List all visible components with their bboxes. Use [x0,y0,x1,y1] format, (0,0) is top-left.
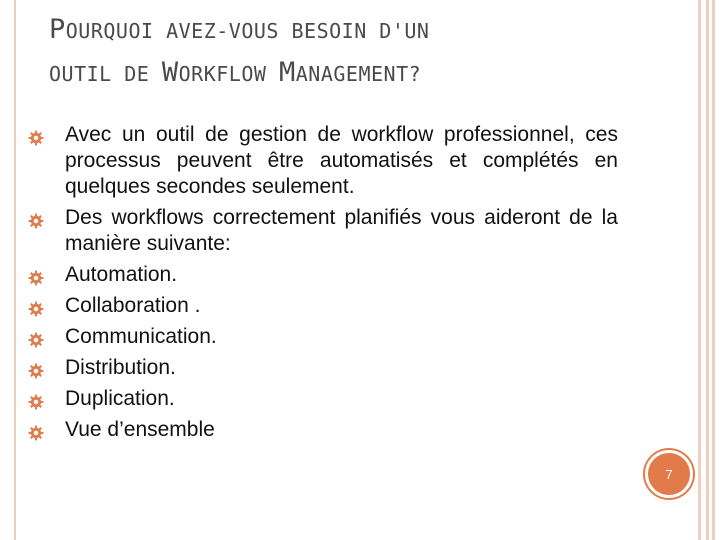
left-decor-line [14,0,16,540]
bullet-item [28,324,618,350]
right-decor-line [706,0,709,540]
title-line-1 [49,10,649,53]
bullet-text: Des workflows correctement planifiés vous aideront de la manière suivante: [65,206,618,255]
page-number: 7 [665,466,673,482]
gear-icon [28,298,44,314]
bullet-text: Communication. [65,325,217,348]
bullet-text: Distribution. [65,356,176,379]
title-cap: P [49,14,66,45]
bullet-item [28,386,618,412]
bullet-item [28,205,618,257]
bullet-item [28,262,618,288]
gear-icon [28,391,44,407]
bullet-item [28,355,618,381]
right-decor-line [698,0,701,540]
slide-title [49,10,649,96]
bullet-text: Vue d’ensemble [65,418,215,441]
title-text: OUTIL DE [49,62,162,86]
bullet-text: Avec un outil de gestion de workflow professionnel, ces processus peuvent être automatisés et complétés en quelques secondes seulement. [65,123,618,198]
bullet-list [28,122,618,448]
title-line-2 [49,53,649,96]
gear-icon [28,210,44,226]
gear-icon [28,360,44,376]
title-text: OURQUOI AVEZ-VOUS BESOIN D'UN [65,19,430,43]
bullet-text: Collaboration . [65,294,201,317]
bullet-text: Automation. [65,263,178,286]
bullet-item [28,417,618,443]
bullet-item [28,293,618,319]
title-text: ORKFLOW [178,62,279,86]
gear-icon [28,127,44,143]
title-cap: M [278,57,296,88]
bullet-text: Duplication. [65,387,175,410]
gear-icon [28,329,44,345]
bullet-item [28,122,618,200]
right-decor-line [712,0,715,540]
title-cap: W [161,57,179,88]
title-text: ANAGEMENT? [295,62,422,86]
gear-icon [28,422,44,438]
page-number-badge [645,450,693,498]
gear-icon [28,267,44,283]
